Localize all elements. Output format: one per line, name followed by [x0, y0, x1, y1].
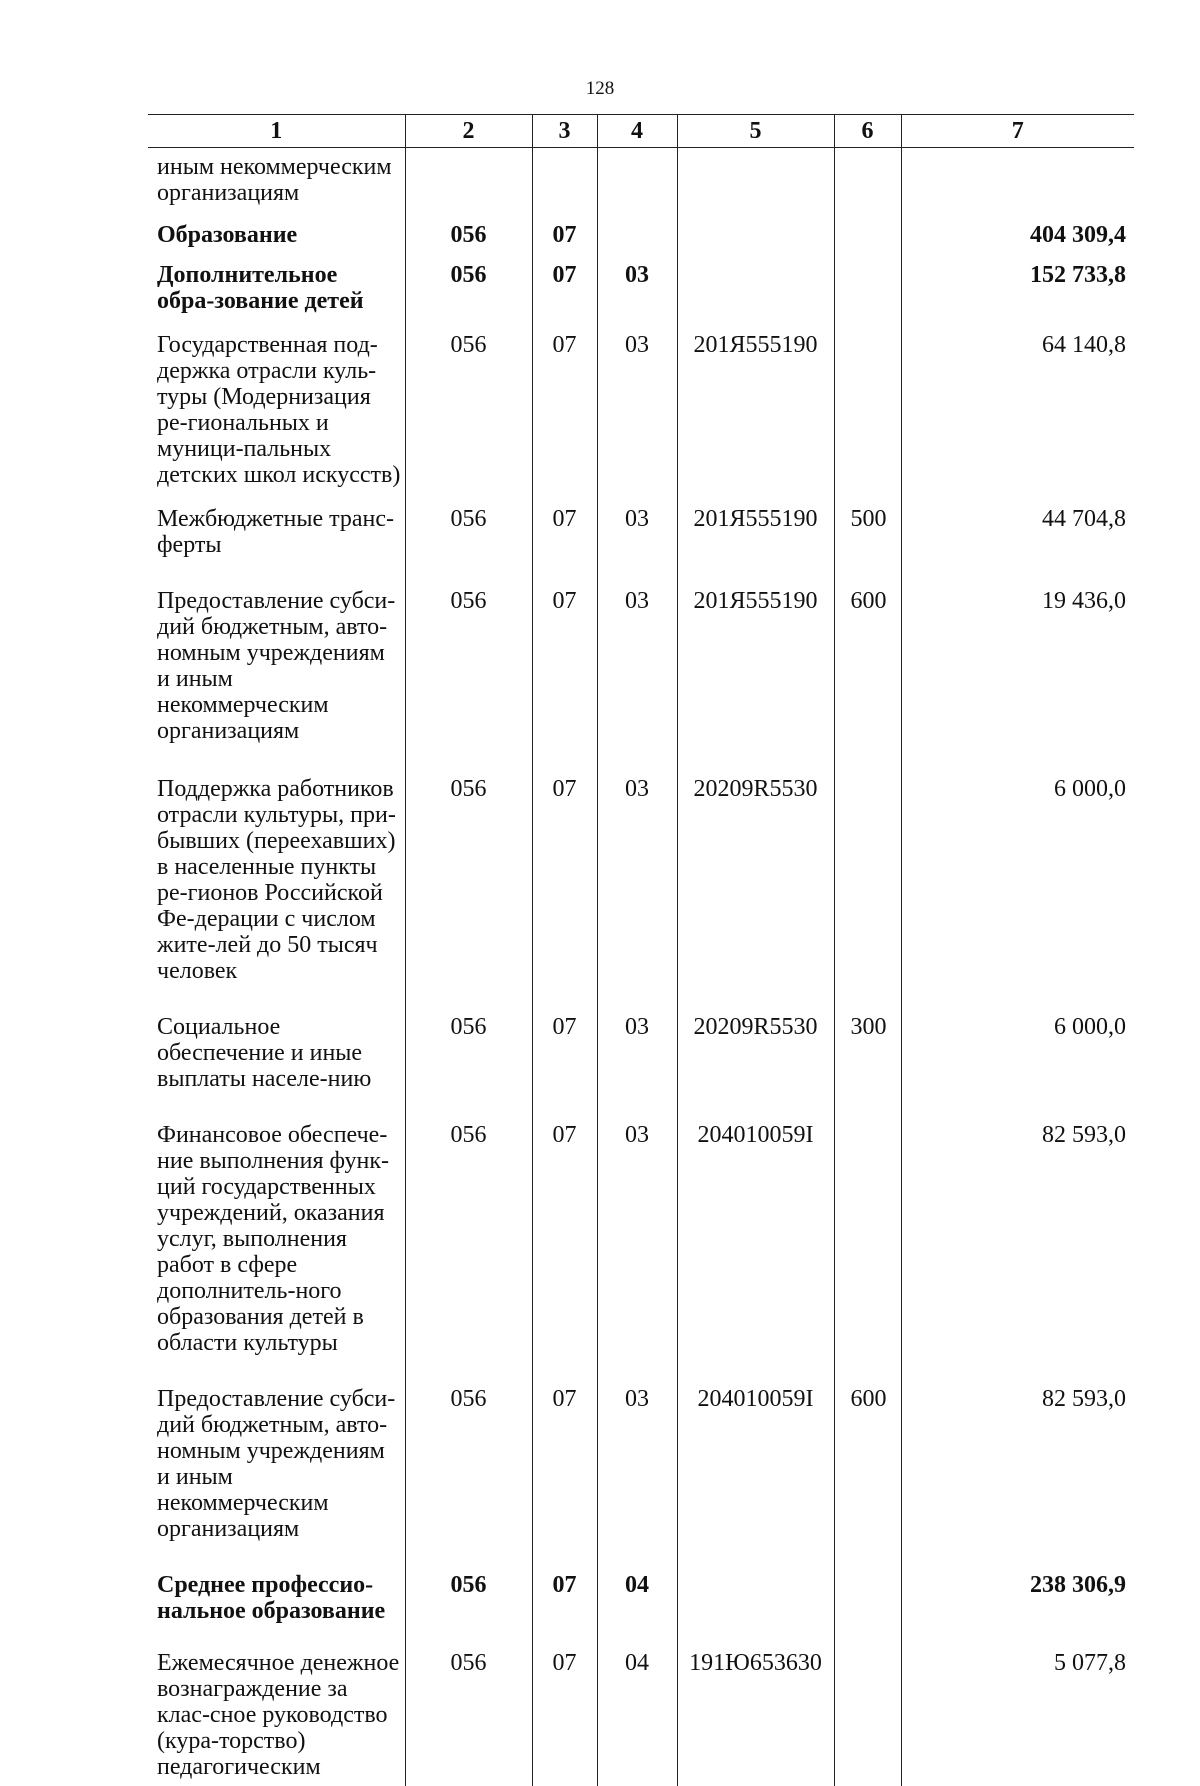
table-row: [148, 1646, 1134, 1786]
target-article-cell: 204010059I: [677, 1382, 834, 1568]
grbs-code-cell: [405, 148, 532, 219]
section-code-cell: 07: [532, 582, 597, 772]
column-header: 7: [901, 115, 1134, 148]
subsection-code-cell: 04: [597, 1568, 677, 1646]
subsection-code-cell: [597, 148, 677, 219]
subsection-code-cell: 03: [597, 772, 677, 1008]
amount-cell: 6 000,0: [901, 772, 1134, 1008]
column-header: 3: [532, 115, 597, 148]
amount-cell: 82 593,0: [901, 1382, 1134, 1568]
target-article-cell: [677, 148, 834, 219]
target-article-cell: 20209R5530: [677, 1008, 834, 1118]
target-article-cell: [677, 218, 834, 258]
row-name-cell: Финансовое обеспече-ние выполнения функ-ций государственных учреждений, оказания услуг, выполнения работ в сфере дополнитель-ного образования детей в области культуры: [157, 1122, 389, 1356]
target-article-cell: [677, 258, 834, 328]
table-row: [148, 218, 1134, 258]
table-row: [148, 1008, 1134, 1118]
amount-cell: 64 140,8: [901, 328, 1134, 502]
expense-type-cell: [834, 328, 901, 502]
table-row: [148, 502, 1134, 582]
amount-cell: 5 077,8: [901, 1646, 1134, 1786]
table-header-row: [148, 115, 1134, 148]
row-name-cell: Предоставление субси-дий бюджетным, авто-номным учреждениям и иным некоммерческим организациям: [157, 588, 396, 744]
column-header: 4: [597, 115, 677, 148]
amount-cell: [901, 148, 1134, 219]
grbs-code-cell: 056: [405, 502, 532, 582]
subsection-code-cell: 03: [597, 328, 677, 502]
row-name-cell: Дополнительное обра-зование детей: [157, 262, 364, 314]
grbs-code-cell: 056: [405, 1568, 532, 1646]
subsection-code-cell: 03: [597, 582, 677, 772]
row-name-cell: иным некоммерческим организациям: [157, 154, 392, 206]
column-header: 2: [405, 115, 532, 148]
section-code-cell: [532, 148, 597, 219]
table-row: [148, 258, 1134, 328]
expense-type-cell: [834, 218, 901, 258]
expense-type-cell: [834, 1568, 901, 1646]
target-article-cell: [677, 1568, 834, 1646]
target-article-cell: 204010059I: [677, 1118, 834, 1382]
table-row: [148, 772, 1134, 1008]
budget-table: [148, 114, 1134, 1786]
row-name-cell: Образование: [157, 222, 298, 248]
subsection-code-cell: 03: [597, 1008, 677, 1118]
amount-cell: 404 309,4: [901, 218, 1134, 258]
column-header: 5: [677, 115, 834, 148]
amount-cell: 238 306,9: [901, 1568, 1134, 1646]
section-code-cell: 07: [532, 502, 597, 582]
section-code-cell: 07: [532, 1646, 597, 1786]
amount-cell: 6 000,0: [901, 1008, 1134, 1118]
row-name-cell: Социальное обеспечение и иные выплаты населе-нию: [157, 1014, 372, 1092]
table-row: [148, 148, 1134, 219]
expense-type-cell: 600: [834, 582, 901, 772]
row-name-cell: Среднее профессио-нальное образование: [157, 1572, 386, 1624]
target-article-cell: 191Ю653630: [677, 1646, 834, 1786]
grbs-code-cell: 056: [405, 218, 532, 258]
table-row: [148, 1118, 1134, 1382]
subsection-code-cell: 03: [597, 1382, 677, 1568]
section-code-cell: 07: [532, 328, 597, 502]
row-name-cell: Ежемесячное денежное вознаграждение за клас-сное руководство (кура-торство) педагогическим: [157, 1650, 400, 1780]
table-row: [148, 1568, 1134, 1646]
amount-cell: 152 733,8: [901, 258, 1134, 328]
amount-cell: 82 593,0: [901, 1118, 1134, 1382]
section-code-cell: 07: [532, 1008, 597, 1118]
expense-type-cell: [834, 772, 901, 1008]
grbs-code-cell: 056: [405, 1382, 532, 1568]
subsection-code-cell: 03: [597, 1118, 677, 1382]
subsection-code-cell: [597, 218, 677, 258]
table-row: [148, 582, 1134, 772]
section-code-cell: 07: [532, 1118, 597, 1382]
table-row: [148, 328, 1134, 502]
target-article-cell: 201Я555190: [677, 328, 834, 502]
grbs-code-cell: 056: [405, 328, 532, 502]
section-code-cell: 07: [532, 1568, 597, 1646]
grbs-code-cell: 056: [405, 1118, 532, 1382]
expense-type-cell: [834, 258, 901, 328]
expense-type-cell: [834, 1646, 901, 1786]
section-code-cell: 07: [532, 772, 597, 1008]
grbs-code-cell: 056: [405, 582, 532, 772]
section-code-cell: 07: [532, 258, 597, 328]
target-article-cell: 201Я555190: [677, 582, 834, 772]
expense-type-cell: 600: [834, 1382, 901, 1568]
amount-cell: 19 436,0: [901, 582, 1134, 772]
expense-type-cell: [834, 148, 901, 219]
row-name-cell: Межбюджетные транс-ферты: [157, 506, 395, 558]
column-header: 6: [834, 115, 901, 148]
grbs-code-cell: 056: [405, 258, 532, 328]
expense-type-cell: 300: [834, 1008, 901, 1118]
grbs-code-cell: 056: [405, 1646, 532, 1786]
grbs-code-cell: 056: [405, 772, 532, 1008]
table-row: [148, 1382, 1134, 1568]
target-article-cell: 20209R5530: [677, 772, 834, 1008]
column-header: 1: [148, 115, 405, 148]
section-code-cell: 07: [532, 1382, 597, 1568]
subsection-code-cell: 04: [597, 1646, 677, 1786]
row-name-cell: Государственная под-держка отрасли куль-туры (Модернизация ре-гиональных и муници-пальных детских школ искусств): [157, 332, 401, 488]
row-name-cell: Предоставление субси-дий бюджетным, авто-номным учреждениям и иным некоммерческим организациям: [157, 1386, 396, 1542]
section-code-cell: 07: [532, 218, 597, 258]
expense-type-cell: [834, 1118, 901, 1382]
grbs-code-cell: 056: [405, 1008, 532, 1118]
page-number: 128: [585, 78, 615, 99]
subsection-code-cell: 03: [597, 258, 677, 328]
row-name-cell: Поддержка работников отрасли культуры, при-бывших (переехавших) в населенные пункты ре-гионов Российской Фе-дерации с числом жите-лей до 50 тысяч человек: [157, 776, 396, 984]
amount-cell: 44 704,8: [901, 502, 1134, 582]
expense-type-cell: 500: [834, 502, 901, 582]
subsection-code-cell: 03: [597, 502, 677, 582]
target-article-cell: 201Я555190: [677, 502, 834, 582]
